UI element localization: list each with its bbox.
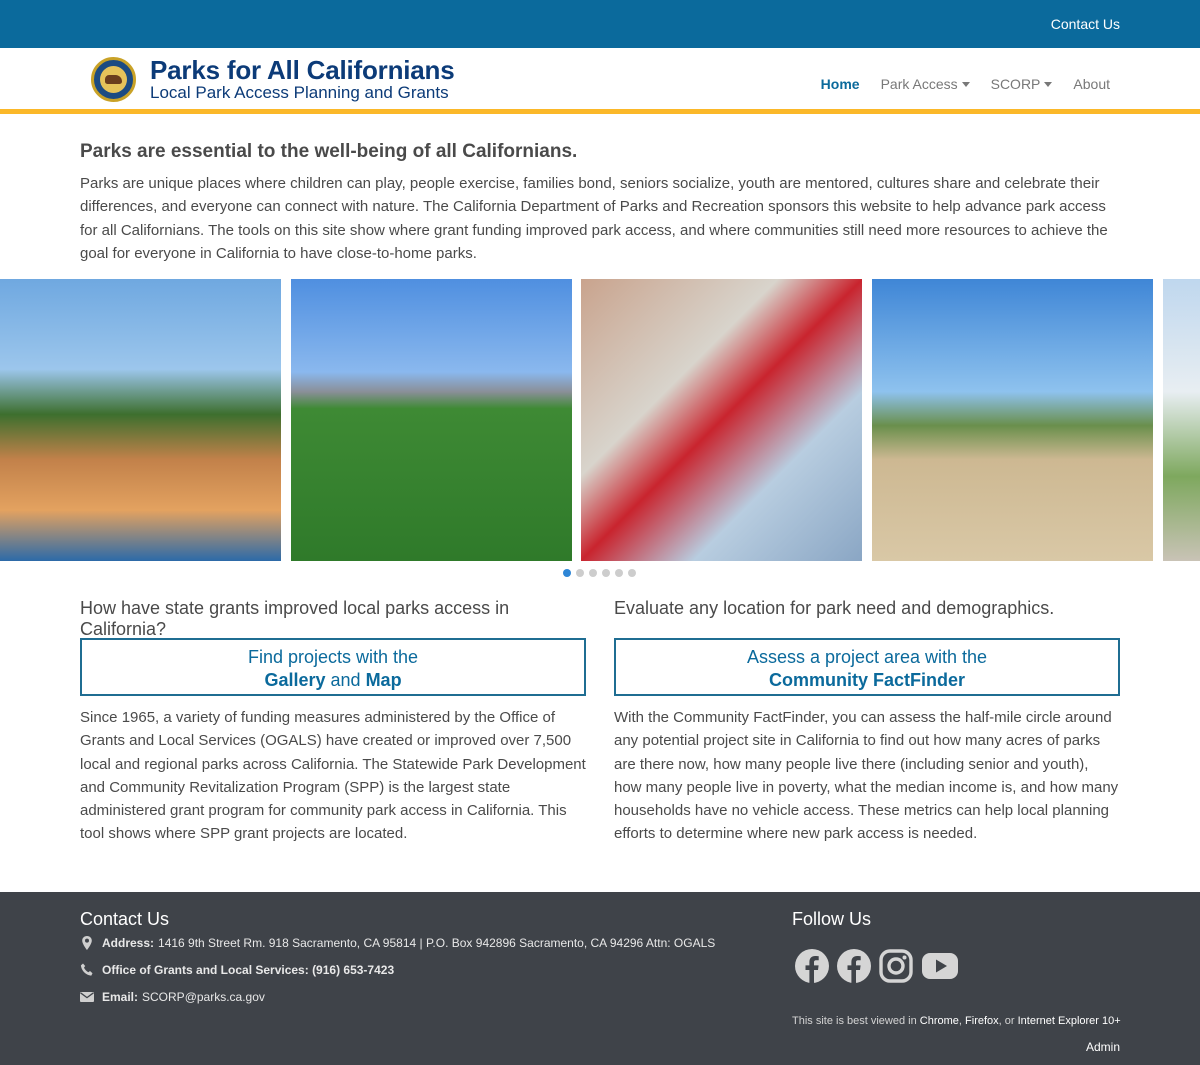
factfinder-text: With the Community FactFinder, you can assess the half-mile circle around any potential project site in California to find out how many acres of parks are there now, how many people live there (including senior and youth), how many people live in poverty, what the median income is, and how many households have no vehicle access. These metrics can help local planning efforts to determine where new park access is needed. bbox=[614, 709, 1119, 843]
factfinder-button[interactable] bbox=[614, 638, 1120, 696]
carousel-slide-playground[interactable] bbox=[0, 279, 281, 561]
browser-recommendation: This site is best viewed in Chrome, Firefox, or Internet Explorer 10+ bbox=[792, 1015, 1121, 1027]
factfinder-section bbox=[614, 598, 1120, 846]
or-text: , or bbox=[998, 1015, 1015, 1027]
footer-address bbox=[80, 936, 715, 950]
nav-about[interactable]: About bbox=[1073, 76, 1110, 92]
caret-down-icon bbox=[1044, 82, 1052, 87]
footer-phone bbox=[80, 963, 398, 977]
carousel-dot[interactable] bbox=[602, 569, 610, 577]
firefox-text: Firefox bbox=[965, 1015, 999, 1027]
address-text: 1416 9th Street Rm. 918 Sacramento, CA 95814 | P.O. Box 942896 Sacramento, CA 94296 Attn: OGALS bbox=[158, 936, 716, 950]
email-link[interactable]: SCORP@parks.ca.gov bbox=[142, 990, 265, 1004]
carousel-dot[interactable] bbox=[576, 569, 584, 577]
intro-heading: Parks are essential to the well-being of all Californians. bbox=[80, 141, 578, 162]
carousel-dots bbox=[563, 569, 636, 577]
caret-down-icon bbox=[962, 82, 970, 87]
site-title[interactable]: Parks for All Californians bbox=[150, 55, 455, 85]
grants-section bbox=[80, 598, 586, 846]
ie-text: Internet Explorer 10+ bbox=[1017, 1015, 1121, 1027]
nav-scorp-label: SCORP bbox=[990, 76, 1041, 92]
carousel-dot[interactable] bbox=[563, 569, 571, 577]
map-link[interactable]: Map bbox=[365, 670, 402, 690]
instagram-icon[interactable] bbox=[879, 949, 913, 983]
email-label: Email: bbox=[102, 990, 139, 1004]
carousel-slide-splash-pad[interactable] bbox=[581, 279, 862, 561]
facebook-icon[interactable] bbox=[795, 949, 829, 983]
intro-text: Parks are unique places where children can play, people exercise, families bond, seniors socialize, youth are mentored, cultures share and celebrate their differences, and everyone can connect with nature. The California Department of Parks and Recreation sponsors this website to help advance park access for all Californians. The tools on this site show where grant funding improved park access, and where communities still need more resources to achieve the goal for everyone in California to have close-to-home parks. bbox=[80, 175, 1108, 262]
gallery-link[interactable]: Gallery bbox=[264, 670, 326, 690]
footer-contact-heading: Contact Us bbox=[80, 909, 170, 929]
and-text: and bbox=[330, 670, 361, 690]
nav-park-access[interactable] bbox=[881, 76, 970, 92]
gallery-map-button-line2 bbox=[82, 669, 584, 692]
carousel-dot[interactable] bbox=[589, 569, 597, 577]
nav-scorp[interactable] bbox=[991, 76, 1053, 92]
site-header bbox=[0, 48, 1200, 114]
contact-us-link[interactable]: Contact Us bbox=[1050, 16, 1120, 32]
carousel-dot[interactable] bbox=[628, 569, 636, 577]
address-label: Address: bbox=[102, 936, 155, 950]
map-pin-icon bbox=[80, 936, 94, 950]
factfinder-heading: Evaluate any location for park need and demographics. bbox=[614, 598, 1055, 618]
main-nav bbox=[821, 76, 1110, 92]
carousel-slide-partial[interactable] bbox=[1163, 279, 1200, 561]
community-factfinder-link[interactable]: Community FactFinder bbox=[768, 670, 965, 690]
grants-text: Since 1965, a variety of funding measures administered by the Office of Grants and Local Services (OGALS) have created or improved over 7,500 local and regional parks across California. The Statewide Park Development and Community Revitalization Program (SPP) is the largest state administered grant program for community park access in California. This tool shows where SPP grant projects are located. bbox=[80, 709, 586, 843]
carousel-dot[interactable] bbox=[615, 569, 623, 577]
phone-text[interactable]: Office of Grants and Local Services: (916) 653-7423 bbox=[102, 963, 395, 977]
social-links bbox=[795, 949, 955, 983]
site-subtitle[interactable]: Local Park Access Planning and Grants bbox=[150, 83, 449, 102]
best-viewed-text: This site is best viewed in bbox=[792, 1015, 917, 1027]
photo-carousel[interactable] bbox=[0, 279, 1200, 561]
facebook-icon[interactable] bbox=[837, 949, 871, 983]
nav-home[interactable]: Home bbox=[820, 76, 860, 92]
chrome-text: Chrome bbox=[919, 1015, 959, 1027]
phone-icon bbox=[80, 963, 94, 977]
factfinder-button-line2 bbox=[616, 669, 1118, 692]
carousel-slide-climbing-dome[interactable] bbox=[872, 279, 1153, 561]
top-bar bbox=[0, 0, 1200, 48]
nav-park-access-label: Park Access bbox=[880, 76, 958, 92]
carousel-slide-soccer-field[interactable] bbox=[291, 279, 572, 561]
grants-heading: How have state grants improved local parks access in California? bbox=[80, 598, 510, 639]
gallery-map-button-line1: Find projects with the bbox=[247, 647, 419, 667]
footer-follow-heading: Follow Us bbox=[792, 909, 872, 929]
california-state-parks-seal-icon[interactable] bbox=[91, 57, 136, 102]
admin-link[interactable]: Admin bbox=[1085, 1040, 1120, 1054]
envelope-icon bbox=[80, 990, 94, 1004]
factfinder-button-line1: Assess a project area with the bbox=[746, 647, 988, 667]
youtube-icon[interactable] bbox=[921, 949, 955, 983]
bear-icon bbox=[105, 75, 122, 84]
site-footer bbox=[0, 892, 1200, 1065]
gallery-map-button[interactable] bbox=[80, 638, 586, 696]
footer-email bbox=[80, 990, 265, 1004]
